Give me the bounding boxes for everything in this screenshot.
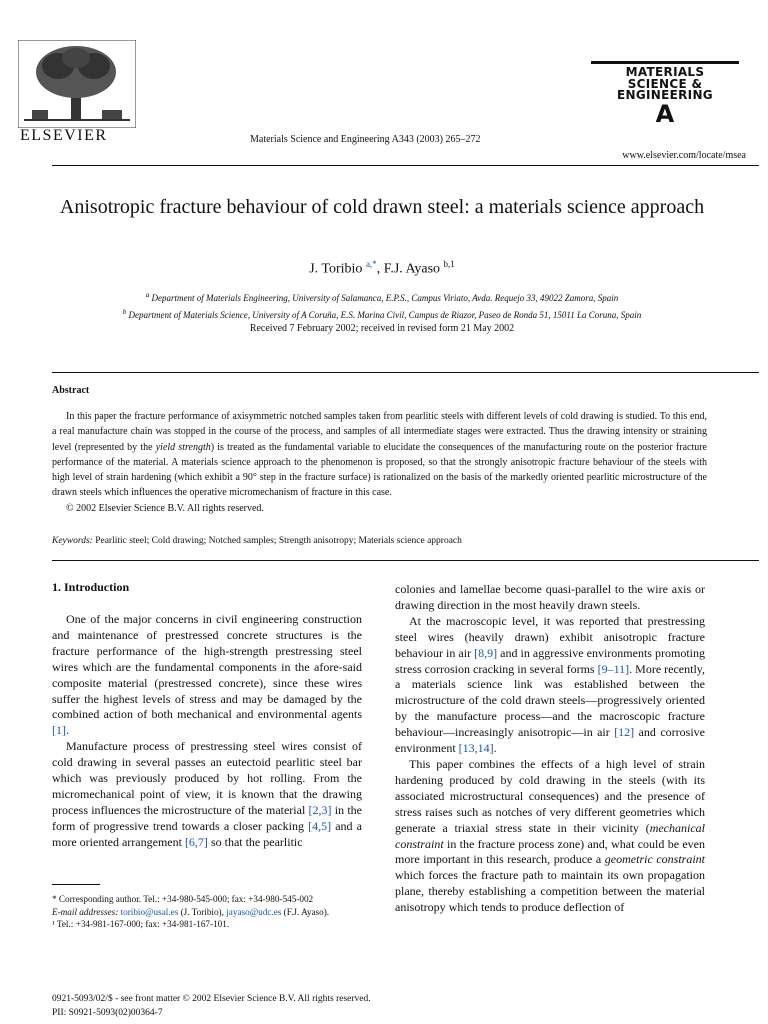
intro-paragraph-1	[52, 612, 362, 739]
intro-r2-text-a: At the macroscopic level, it was reported that prestressing steel wires (heavily drawn) exhibit anisotropic fracture behaviour in air	[395, 613, 705, 660]
affiliation-a-mark: a	[145, 291, 150, 299]
citation-link[interactable]: [13,14]	[458, 741, 494, 756]
logo-line-3: ENGINEERING	[617, 88, 713, 102]
email-2-owner: (F.J. Ayaso).	[281, 906, 330, 917]
intro-p2-text-d: so that the pearlitic	[207, 834, 303, 849]
footnote-1: ¹ Tel.: +34-981-167-000; fax: +34-981-167-101.	[52, 919, 230, 930]
citation-link[interactable]: [6,7]	[184, 834, 208, 849]
affiliation-b-text: Department of Materials Science, University of A Coruña, E.S. Marina Civil, Campus de Riazor, Paseo de Ronda 51, 15011 La Coruna, Spain	[128, 310, 642, 320]
intro-paragraph-2	[52, 739, 362, 850]
affiliation-b-mark: b	[122, 308, 127, 316]
intro-r3-text-b: in the fracture process zone) and, what could be even more important in this research, produce a	[395, 836, 705, 867]
author-1-marks[interactable]: a,*	[365, 259, 377, 269]
logo-line-1: MATERIALS	[625, 65, 705, 79]
author-2-marks: b,1	[443, 259, 455, 269]
intro-r2-text-d: and corrosive environment	[395, 725, 705, 756]
intro-r3-italic-1: mechanical constraint	[395, 820, 705, 851]
intro-r2-text-b: and in aggressive environments promoting stress corrosion cracking in several forms	[395, 645, 705, 676]
intro-p1-end: .	[66, 723, 69, 738]
article-title: Anisotropic fracture behaviour of cold drawn steel: a materials science approach	[59, 196, 705, 218]
logo-letter: A	[655, 99, 675, 128]
citation-link[interactable]: [2,3]	[308, 802, 332, 817]
left-column	[52, 612, 362, 851]
intro-paragraph-3	[395, 614, 705, 757]
footnote-emails	[52, 906, 365, 919]
abstract-heading: Abstract	[52, 385, 90, 396]
intro-r2-text-c: . More recently, a materials science link was established between the microstructure of the cold drawn steels—progressively oriented by the manufacture process—and the macroscopic fracture behaviour—increasingly anisotropic—in air	[395, 661, 706, 740]
email-link-1[interactable]: toribio@usal.es	[120, 906, 179, 917]
keywords	[52, 536, 707, 546]
abstract-text-2: ) is treated as the fundamental variable to elucidate the consequences of the manufacturing route on the posterior fracture performance of the material. A materials science approach to the phenomenon is proposed, so that the strongly anisotropic fracture behaviour of the steels with high level of strain hardening (which exhibit a 90° step in the fracture surface) is rationalized on the basis of the markedly oriented pearlitic microstructure of the drawn steels which influences the operative micromechanism of fracture in this case.	[52, 441, 707, 499]
affiliations	[52, 288, 712, 322]
tree-icon	[18, 40, 136, 128]
intro-r3-text-a: This paper combines the effects of a high level of strain hardening produced by cold drawing in the steels (with its associated microstructural consequences) and the presence of stress raises such as notches of very different geometries which generate a triaxial stress state in their vicinity (	[395, 756, 705, 835]
right-column	[395, 582, 705, 916]
intro-paragraph-continued: colonies and lamellae become quasi-parallel to the wire axis or drawing direction in the most heavily drawn steels.	[395, 582, 705, 612]
footnotes	[52, 893, 365, 931]
email-1-owner: (J. Toribio),	[178, 906, 227, 917]
affiliation-a-text: Department of Materials Engineering, University of Salamanca, E.P.S., Campus Viriato, Avda. Requejo 33, 49022 Zamora, Spain	[151, 293, 619, 303]
intro-r3-text-c: which forces the fracture path to maintain its own propagation plane, thereby establishing a competition between the material anisotropy which tends to produce deflection of	[395, 868, 705, 915]
publisher-name: ELSEVIER	[20, 127, 108, 144]
journal-reference: Materials Science and Engineering A343 (2003) 265–272	[250, 134, 481, 145]
email-link-2[interactable]: jayaso@udc.es	[226, 906, 282, 917]
citation-link[interactable]: [4,5]	[308, 818, 332, 833]
footnote-divider	[52, 884, 100, 885]
citation-link[interactable]: [1]	[52, 723, 66, 738]
affiliation-b	[52, 305, 712, 322]
author-1: J. Toribio	[309, 261, 363, 277]
intro-r3-italic-2: geometric constraint	[604, 852, 705, 867]
abstract-text-1: In this paper the fracture performance of axisymmetric notched samples taken from pearlitic steels with different levels of cold drawing is studied. To this end, a real manufacture chain was stopped in the course of the process, and samples of all intermediate stages were extracted. Thus the drawing intensity or straining level (represented by the	[52, 411, 707, 453]
footnote-corresponding: * Corresponding author. Tel.: +34-980-545-000; fax: +34-980-545-002	[52, 894, 314, 904]
logo-line-2: SCIENCE &	[627, 76, 703, 91]
section-heading: 1. Introduction	[52, 580, 130, 594]
received-dates: Received 7 February 2002; received in revised form 21 May 2002	[249, 323, 515, 334]
front-matter	[52, 993, 371, 1020]
author-list	[52, 259, 712, 278]
pii-line: PII: S0921-5093(02)00364-7	[52, 1007, 163, 1018]
intro-r2-text-e: .	[493, 741, 497, 756]
author-2: F.J. Ayaso	[383, 261, 441, 277]
intro-p2-text-a: Manufacture process of prestressing steel wires consist of cold drawing in several passes an eutectoid pearlitic steel bar which was previously produced by hot rolling. From the micromechanical point of view, it is known that the drawing process influences the microstructure of the material	[52, 739, 362, 817]
intro-p2-text-b: in the form of progressive trend towards a closer packing	[52, 802, 362, 833]
header-divider	[52, 165, 759, 166]
issn-line: 0921-5093/02/$ - see front matter © 2002 Elsevier Science B.V. All rights reserved.	[52, 994, 371, 1004]
abstract-divider	[52, 372, 759, 373]
abstract-italic: yield strength	[155, 441, 211, 453]
keywords-divider	[52, 560, 759, 561]
affiliation-a	[52, 288, 712, 305]
journal-logo	[585, 61, 745, 128]
citation-link[interactable]: [9–11]	[597, 661, 630, 676]
intro-p2-text-c: and a more oriented arrangement	[52, 818, 362, 849]
author-separator: ,	[376, 261, 381, 277]
keywords-label: Keywords:	[52, 536, 93, 546]
journal-url[interactable]: www.elsevier.com/locate/msea	[622, 150, 746, 161]
abstract-body	[52, 409, 707, 516]
abstract-paragraph	[52, 409, 707, 501]
citation-link[interactable]: [8,9]	[474, 645, 498, 660]
abstract-copyright: © 2002 Elsevier Science B.V. All rights reserved.	[66, 502, 264, 514]
intro-p1-text: One of the major concerns in civil engineering construction and maintenance of prestressed concrete structures is the fracture performance of the high-strength prestressing steel wires which are the fundamental components in the afore-said composite material (prestressed concrete), since these wires suffer the highest levels of stress and may be damaged by the combined action of both mechanical and environmental agents	[52, 612, 362, 722]
citation-link[interactable]: [12]	[614, 725, 635, 740]
keywords-list: Pearlitic steel; Cold drawing; Notched samples; Strength anisotropy; Materials science approach	[95, 536, 462, 546]
logo-rule	[591, 61, 739, 64]
intro-paragraph-4	[395, 757, 705, 916]
email-label: E-mail addresses:	[52, 906, 119, 917]
